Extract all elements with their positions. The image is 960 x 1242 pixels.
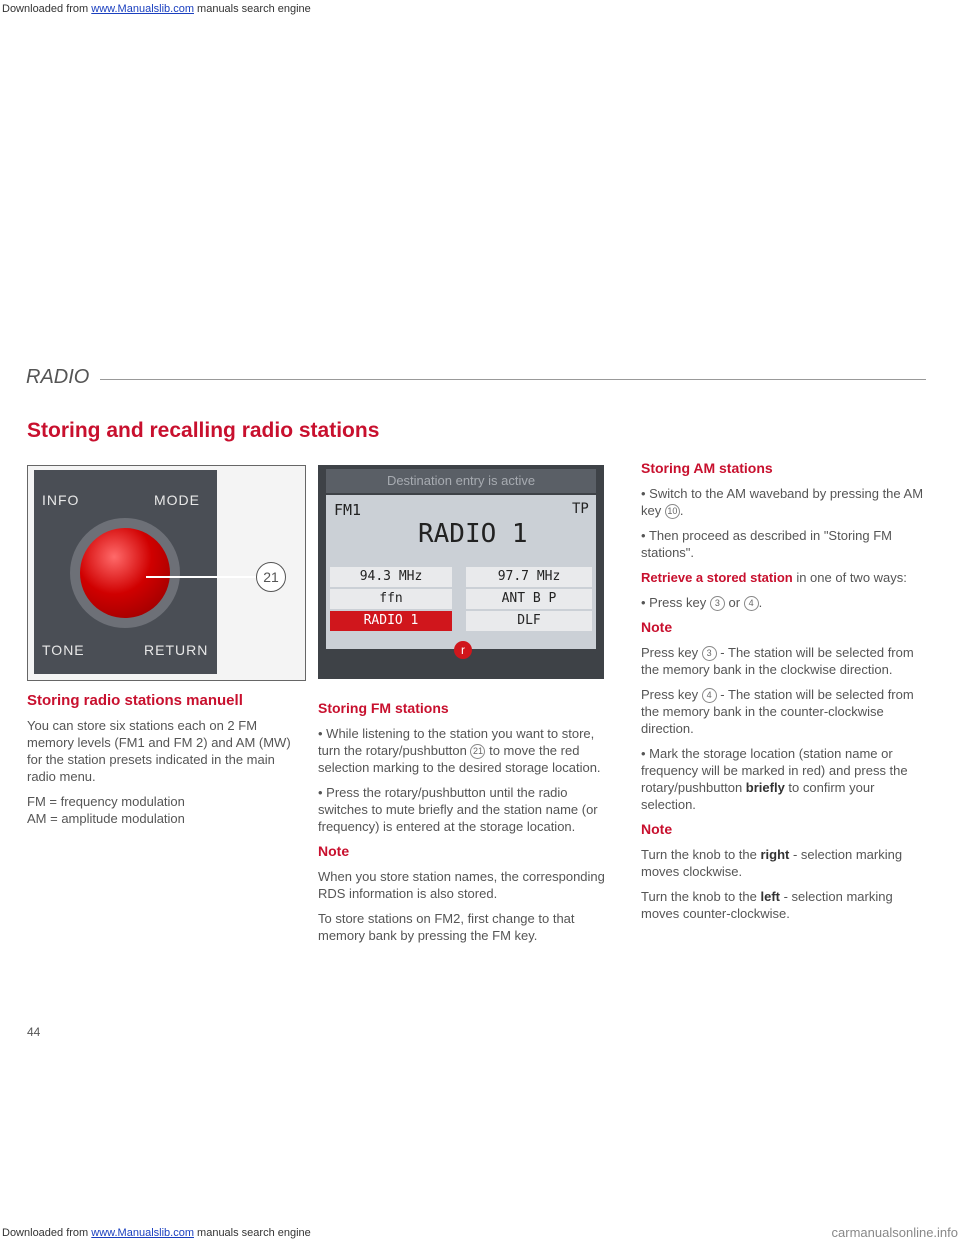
banner-suffix: manuals search engine [193, 3, 311, 15]
mark-location-step: • Mark the storage location (station name or frequency will be marked in red) and press the rotary/pushbutton briefly to confirm your selection. [641, 745, 929, 813]
control-console [34, 470, 217, 674]
knob-note-right: Turn the knob to the right - selection marking moves clockwise. [641, 847, 903, 880]
retrieve-note-1: Press key 3 - The station will be selected from the memory bank in the clockwise direction. [641, 645, 914, 678]
footer-watermark: carmanualsonline.info [831, 1225, 958, 1240]
footer-manualslib-link[interactable]: www.Manualslib.com [91, 1227, 194, 1239]
fm-step-2: • Press the rotary/pushbutton until the radio switches to mute briefly and the station name (or frequency) is entered at the storage location. [318, 784, 610, 835]
fm-note-heading: Note [318, 843, 350, 860]
control-buttons-figure [27, 465, 306, 681]
display-status-banner: Destination entry is active [326, 469, 596, 493]
download-banner [0, 0, 960, 18]
info-button-label: INFO [42, 492, 80, 508]
preset-3-selected: RADIO 1 [330, 611, 452, 631]
page-title: Storing and recalling radio stations [27, 419, 380, 442]
display-station-name: RADIO 1 [418, 519, 528, 549]
retrieve-note-2: Press key 4 - The station will be selected from the memory bank in the counter-clockwise direction. [641, 687, 914, 737]
footer-suffix: manuals search engine [193, 1227, 311, 1239]
preset-6: DLF [466, 611, 592, 631]
section-header [26, 366, 926, 390]
display-screen [326, 495, 596, 649]
display-band: FM1 [334, 501, 362, 519]
manualslib-link[interactable]: www.Manualslib.com [91, 3, 194, 15]
callout-line [146, 576, 258, 578]
key-4-icon: 4 [744, 596, 759, 611]
header-rule [100, 379, 926, 380]
preset-4: 97.7 MHz [466, 567, 592, 587]
banner-prefix: Downloaded from [2, 3, 92, 15]
display-tp: TP [572, 501, 589, 517]
tone-button-label: TONE [42, 642, 85, 658]
key-3-icon: 3 [710, 596, 725, 611]
preset-1: 94.3 MHz [330, 567, 452, 587]
mode-button-label: MODE [154, 492, 200, 508]
radio-display-figure [318, 465, 604, 679]
selection-marker-icon: r [454, 641, 472, 659]
page-number: 44 [27, 1025, 41, 1039]
download-footer [0, 1224, 960, 1242]
column-fm-storing [318, 700, 610, 952]
fm-storing-heading: Storing FM stations [318, 700, 449, 716]
retrieve-note-heading: Note [641, 619, 673, 636]
callout-number: 21 [256, 562, 286, 592]
knob-note-left: Turn the knob to the left - selection marking moves counter-clockwise. [641, 889, 893, 922]
key-21-icon: 21 [470, 744, 485, 759]
fm-note-2: To store stations on FM2, first change to that memory bank by pressing the FM key. [318, 911, 575, 944]
fm-step-1: • While listening to the station you want to store, turn the rotary/pushbutton 21 to move the red selection marking to the desired storage location. [318, 725, 610, 776]
column-manual-storing [27, 692, 304, 835]
key-10-icon: 10 [665, 504, 680, 519]
manual-storing-heading: Storing radio stations manuell [27, 692, 243, 709]
rotary-pushbutton-icon [80, 528, 170, 618]
am-step-2: • Then proceed as described in "Storing FM stations". [641, 527, 929, 561]
retrieve-intro: Retrieve a stored station in one of two ways: [641, 570, 907, 586]
manual-storing-paragraph: You can store six stations each on 2 FM memory levels (FM1 and FM 2) and AM (MW) for the station presets indicated in the main radio menu. [27, 718, 291, 784]
section-label: RADIO [26, 366, 90, 388]
return-button-label: RETURN [144, 642, 209, 658]
fm-note-1: When you store station names, the corresponding RDS information is also stored. [318, 869, 605, 902]
am-definition: AM = amplitude modulation [27, 811, 185, 826]
column-am-and-retrieve [641, 460, 929, 930]
am-step-1: • Switch to the AM waveband by pressing the AM key 10 . [641, 485, 929, 519]
footer-prefix: Downloaded from [2, 1227, 92, 1239]
fm-definition: FM = frequency modulation [27, 794, 185, 809]
am-storing-heading: Storing AM stations [641, 460, 773, 476]
retrieve-step: • Press key 3 or 4 . [641, 594, 929, 611]
knob-note-heading: Note [641, 821, 673, 838]
preset-2: ffn [330, 589, 452, 609]
preset-5: ANT B P [466, 589, 592, 609]
